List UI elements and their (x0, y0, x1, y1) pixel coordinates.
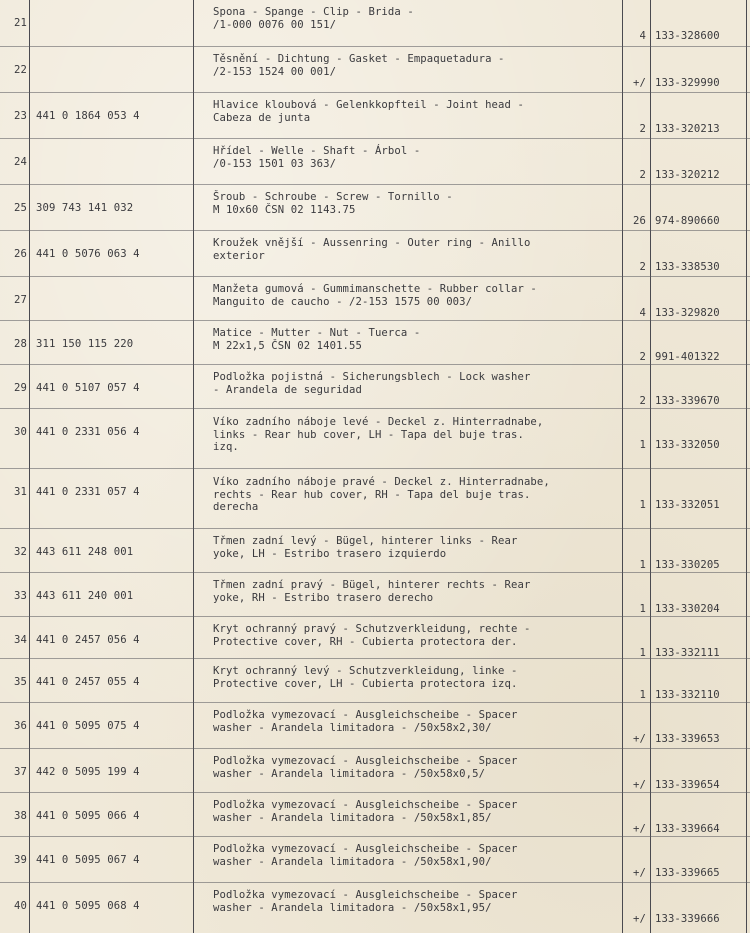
description-line: Manguito de caucho - /2-153 1575 00 003/ (213, 295, 473, 308)
row-separator (0, 658, 750, 659)
description-line: Matice - Mutter - Nut - Tuerca - (213, 327, 421, 339)
quantity: 1 (639, 499, 646, 511)
table-row (0, 532, 750, 576)
position-number: 30 (14, 426, 27, 438)
drawing-code: 441 0 2457 056 4 (36, 634, 140, 646)
description-line: Hlavice kloubová - Gelenkkopfteil - Joint head - (213, 99, 524, 111)
quantity: +/ (633, 823, 646, 835)
description-line: Hřídel - Welle - Shaft - Árbol - (213, 145, 421, 157)
description-line: yoke, RH - Estribo trasero derecho (213, 591, 434, 604)
position-number: 26 (14, 248, 27, 260)
quantity: 4 (639, 30, 646, 42)
row-separator (0, 92, 750, 93)
part-number: 133-329820 (655, 307, 720, 319)
table-row (0, 368, 750, 412)
table-row (0, 324, 750, 368)
table-row (0, 234, 750, 280)
description-line: Kryt ochranný pravý - Schutzverkleidung, rechte - (213, 623, 531, 635)
drawing-code: 441 0 5107 057 4 (36, 382, 140, 394)
part-number: 133-339664 (655, 823, 720, 835)
drawing-code: 309 743 141 032 (36, 202, 134, 214)
row-separator (0, 528, 750, 529)
description-line: Spona - Spange - Clip - Brida - (213, 6, 414, 18)
row-separator (0, 320, 750, 321)
part-number: 133-328600 (655, 30, 720, 42)
row-separator (0, 748, 750, 749)
table-row (0, 752, 750, 796)
description-line: /1-000 0076 00 151/ (213, 18, 337, 31)
drawing-code: 441 0 5095 075 4 (36, 720, 140, 732)
row-separator (0, 230, 750, 231)
part-number: 133-339670 (655, 395, 720, 407)
position-number: 33 (14, 590, 27, 602)
description-line: izq. (213, 441, 239, 453)
description-line: Víko zadního náboje pravé - Deckel z. Hinterradnabe, (213, 476, 550, 488)
drawing-code: 441 0 2331 056 4 (36, 426, 140, 438)
part-number: 133-332050 (655, 439, 720, 451)
description-line: Podložka vymezovací - Ausgleichscheibe - Spacer (213, 799, 518, 811)
quantity: 2 (639, 351, 646, 363)
table-row (0, 662, 750, 706)
description-line: washer - Arandela limitadora - /50x58x2,30/ (213, 721, 492, 734)
description-line: rechts - Rear hub cover, RH - Tapa del buje tras. (213, 488, 531, 501)
quantity: 2 (639, 395, 646, 407)
part-number: 133-320213 (655, 123, 720, 135)
part-number: 991-401322 (655, 351, 720, 363)
quantity: +/ (633, 779, 646, 791)
description-line: Třmen zadní levý - Bügel, hinterer links - Rear (213, 535, 518, 547)
drawing-code: 441 0 5095 068 4 (36, 900, 140, 912)
table-row (0, 706, 750, 752)
position-number: 36 (14, 720, 27, 732)
table-row (0, 188, 750, 234)
row-separator (0, 702, 750, 703)
description-line: Manžeta gumová - Gummimanschette - Rubber collar - (213, 283, 537, 295)
description-line: Těsnění - Dichtung - Gasket - Empaquetadura - (213, 53, 505, 65)
description-line: /0-153 1501 03 363/ (213, 157, 337, 170)
quantity: 2 (639, 261, 646, 273)
table-row (0, 96, 750, 142)
position-number: 21 (14, 17, 27, 29)
drawing-code: 442 0 5095 199 4 (36, 766, 140, 778)
description-line: Kroužek vnější - Aussenring - Outer ring - Anillo (213, 237, 531, 249)
drawing-code: 443 611 248 001 (36, 546, 134, 558)
description-line: links - Rear hub cover, LH - Tapa del buje tras. (213, 428, 524, 441)
part-number: 133-339653 (655, 733, 720, 745)
part-number: 974-890660 (655, 215, 720, 227)
drawing-code: 441 0 2457 055 4 (36, 676, 140, 688)
description-line: Třmen zadní pravý - Bügel, hinterer rechts - Rear (213, 579, 531, 591)
position-number: 24 (14, 156, 27, 168)
row-separator (0, 468, 750, 469)
position-number: 31 (14, 486, 27, 498)
quantity: 1 (639, 439, 646, 451)
part-number: 133-330204 (655, 603, 720, 615)
part-number: 133-320212 (655, 169, 720, 181)
part-number: 133-332110 (655, 689, 720, 701)
description-line: derecha (213, 501, 259, 513)
part-number: 133-338530 (655, 261, 720, 273)
position-number: 38 (14, 810, 27, 822)
quantity: 1 (639, 689, 646, 701)
table-row (0, 620, 750, 662)
description-line: - Arandela de seguridad (213, 383, 362, 396)
part-number: 133-329990 (655, 77, 720, 89)
position-number: 25 (14, 202, 27, 214)
position-number: 22 (14, 64, 27, 76)
position-number: 39 (14, 854, 27, 866)
row-separator (0, 276, 750, 277)
description-line: Podložka pojistná - Sicherungsblech - Lock washer (213, 371, 531, 383)
part-number: 133-330205 (655, 559, 720, 571)
row-separator (0, 836, 750, 837)
description-line: Protective cover, LH - Cubierta protectora izq. (213, 677, 518, 690)
row-separator (0, 792, 750, 793)
position-number: 35 (14, 676, 27, 688)
drawing-code: 441 0 5076 063 4 (36, 248, 140, 260)
description-line: M 22x1,5 ČSN 02 1401.55 (213, 339, 362, 352)
row-separator (0, 364, 750, 365)
description-line: Cabeza de junta (213, 111, 311, 124)
row-separator (0, 572, 750, 573)
description-line: Podložka vymezovací - Ausgleichscheibe - Spacer (213, 709, 518, 721)
quantity: 2 (639, 123, 646, 135)
description-line: Podložka vymezovací - Ausgleichscheibe - Spacer (213, 755, 518, 767)
quantity: +/ (633, 867, 646, 879)
part-number: 133-339654 (655, 779, 720, 791)
description-line: Protective cover, RH - Cubierta protectora der. (213, 635, 518, 648)
description-line: Podložka vymezovací - Ausgleichscheibe - Spacer (213, 889, 518, 901)
position-number: 37 (14, 766, 27, 778)
description-line: Šroub - Schroube - Screw - Tornillo - (213, 191, 453, 203)
quantity: 1 (639, 647, 646, 659)
position-number: 40 (14, 900, 27, 912)
table-row (0, 50, 750, 96)
part-number: 133-332111 (655, 647, 720, 659)
description-line: washer - Arandela limitadora - /50x58x1,85/ (213, 811, 492, 824)
drawing-code: 441 0 5095 066 4 (36, 810, 140, 822)
quantity: 4 (639, 307, 646, 319)
description-line: Kryt ochranný levý - Schutzverkleidung, linke - (213, 665, 518, 677)
description-line: washer - Arandela limitadora - /50x58x0,5/ (213, 767, 486, 780)
drawing-code: 441 0 1864 053 4 (36, 110, 140, 122)
position-number: 23 (14, 110, 27, 122)
quantity: 26 (633, 215, 646, 227)
description-line: washer - Arandela limitadora - /50x58x1,95/ (213, 901, 492, 914)
part-number: 133-339666 (655, 913, 720, 925)
row-separator (0, 408, 750, 409)
position-number: 34 (14, 634, 27, 646)
description-line: M 10x60 ČSN 02 1143.75 (213, 203, 356, 216)
position-number: 27 (14, 294, 27, 306)
table-row (0, 796, 750, 840)
table-row (0, 576, 750, 620)
description-line: Podložka vymezovací - Ausgleichscheibe - Spacer (213, 843, 518, 855)
description-line: /2-153 1524 00 001/ (213, 65, 337, 78)
description-line: yoke, LH - Estribo trasero izquierdo (213, 547, 447, 560)
drawing-code: 443 611 240 001 (36, 590, 134, 602)
row-separator (0, 46, 750, 47)
quantity: 1 (639, 603, 646, 615)
table-row (0, 840, 750, 886)
row-separator (0, 184, 750, 185)
row-separator (0, 882, 750, 883)
position-number: 32 (14, 546, 27, 558)
description-line: exterior (213, 249, 265, 262)
description-line: washer - Arandela limitadora - /50x58x1,90/ (213, 855, 492, 868)
table-row (0, 3, 750, 50)
description-line: Víko zadního náboje levé - Deckel z. Hinterradnabe, (213, 416, 544, 428)
table-row (0, 886, 750, 933)
position-number: 29 (14, 382, 27, 394)
quantity: +/ (633, 913, 646, 925)
part-number: 133-332051 (655, 499, 720, 511)
table-row (0, 412, 750, 472)
quantity: 1 (639, 559, 646, 571)
position-number: 28 (14, 338, 27, 350)
part-number: 133-339665 (655, 867, 720, 879)
drawing-code: 441 0 2331 057 4 (36, 486, 140, 498)
row-separator (0, 138, 750, 139)
drawing-code: 311 150 115 220 (36, 338, 134, 350)
table-row (0, 142, 750, 188)
drawing-code: 441 0 5095 067 4 (36, 854, 140, 866)
table-row (0, 280, 750, 324)
row-separator (0, 616, 750, 617)
quantity: +/ (633, 733, 646, 745)
quantity: 2 (639, 169, 646, 181)
table-row (0, 472, 750, 532)
quantity: +/ (633, 77, 646, 89)
